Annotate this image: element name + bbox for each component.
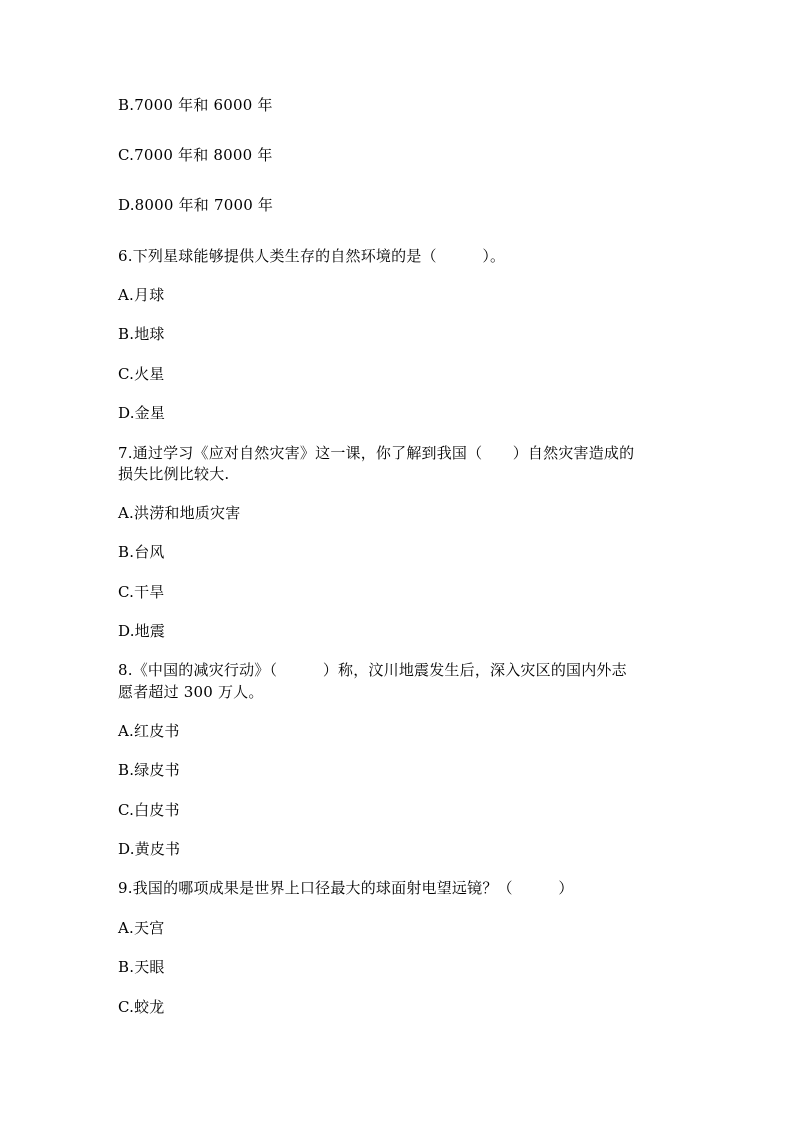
option-5b: B.7000 年和 6000 年 [118,96,273,114]
option-6a: A.月球 [118,286,165,304]
option-6c: C.火星 [118,365,165,383]
option-5c: C.7000 年和 8000 年 [118,146,273,164]
option-6d: D.金星 [118,404,166,422]
question-8-line-2: 愿者超过 300 万人。 [118,683,264,701]
option-7d: D.地震 [118,622,166,640]
option-5d: D.8000 年和 7000 年 [118,196,274,214]
option-7a: A.洪涝和地质灾害 [118,504,241,522]
question-7-line-2: 损失比例比较大. [118,465,230,483]
option-8c: C.白皮书 [118,801,180,819]
question-9: 9.我国的哪项成果是世界上口径最大的球面射电望远镜？（ ） [118,879,574,897]
option-9a: A.天宫 [118,919,165,937]
question-8-line-1: 8.《中国的减灾行动》（ ）称，汶川地震发生后，深入灾区的国内外志 [118,661,627,679]
option-9b: B.天眼 [118,958,165,976]
option-7c: C.干旱 [118,583,165,601]
option-6b: B.地球 [118,325,165,343]
option-8a: A.红皮书 [118,722,180,740]
option-8b: B.绿皮书 [118,761,180,779]
question-7-line-1: 7.通过学习《应对自然灾害》这一课，你了解到我国（ ）自然灾害造成的 [118,444,635,462]
option-7b: B.台风 [118,543,165,561]
question-6: 6.下列星球能够提供人类生存的自然环境的是（ ）。 [118,247,506,265]
option-9c: C.蛟龙 [118,998,165,1016]
option-8d: D.黄皮书 [118,840,181,858]
